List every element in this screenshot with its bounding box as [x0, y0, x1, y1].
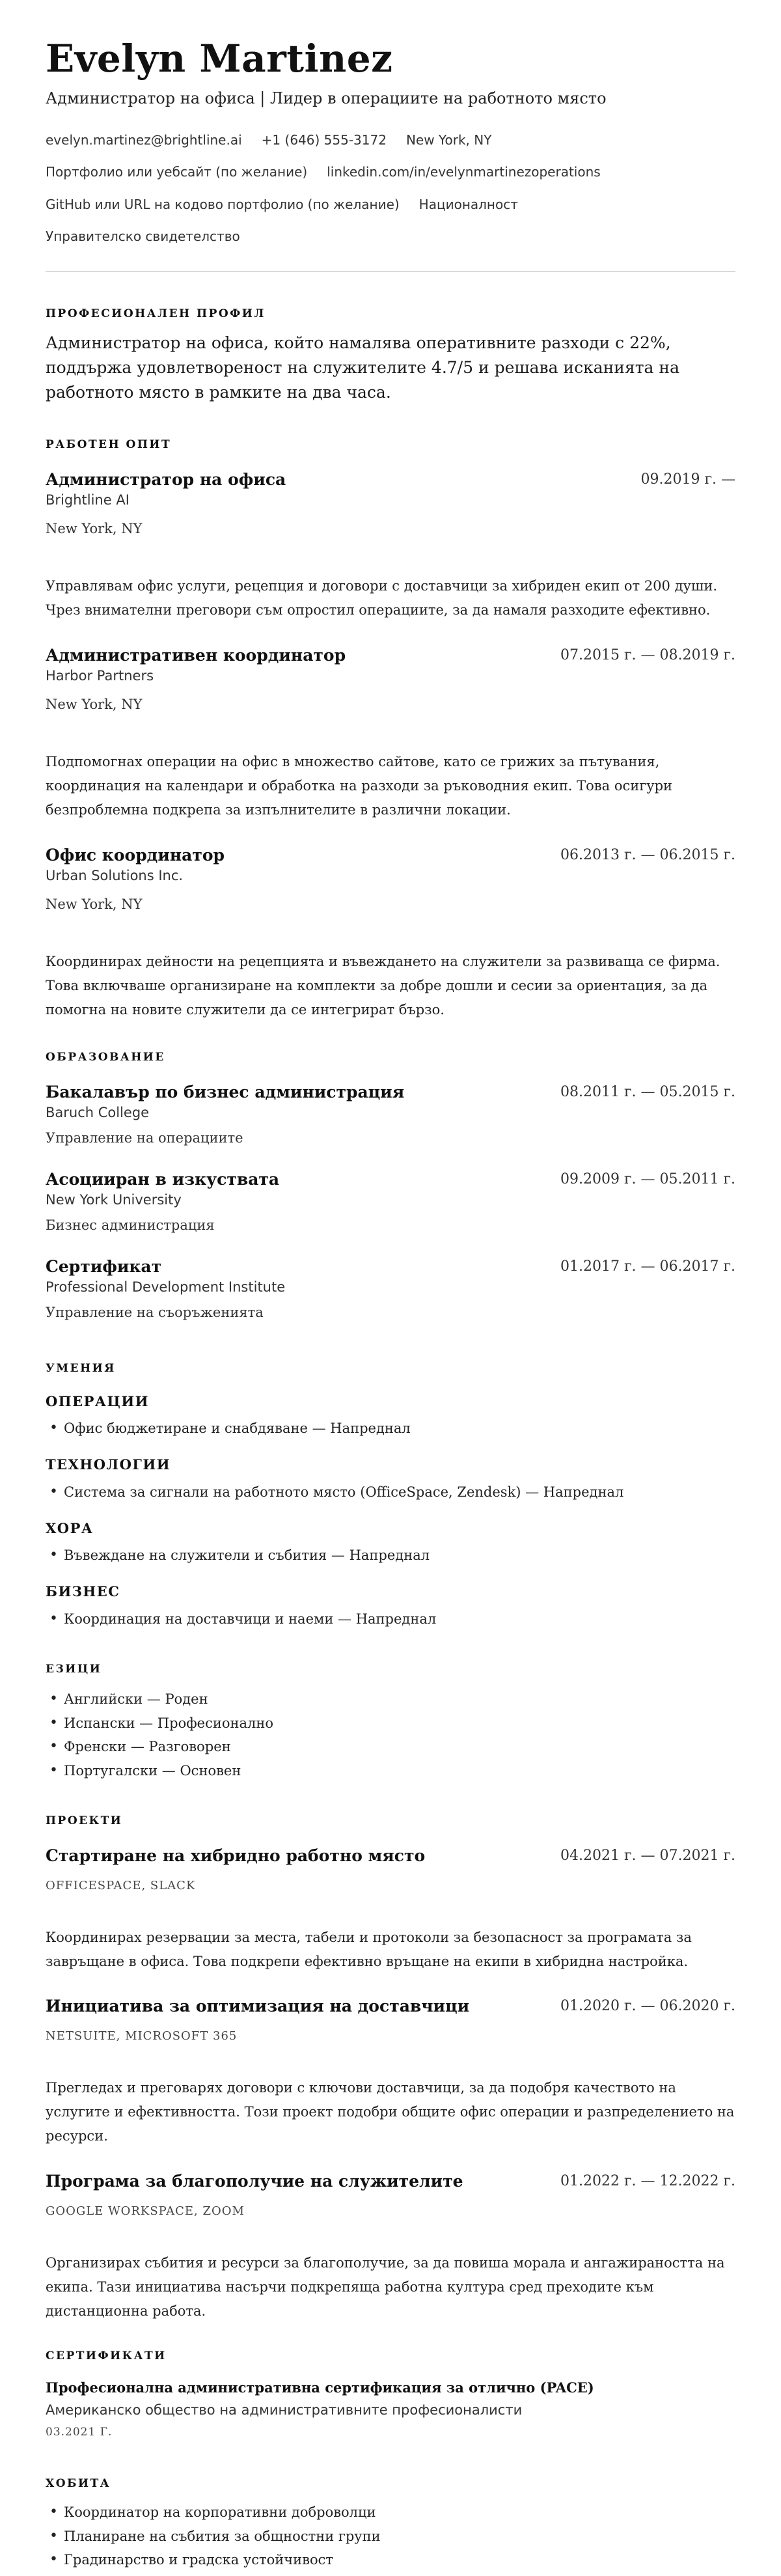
job-location: New York, NY: [46, 896, 143, 912]
project-title: Програма за благополучие на служителите: [46, 2172, 463, 2191]
phone-number[interactable]: +1 (646) 555-3172: [261, 132, 387, 148]
job-title: Административен координатор: [46, 646, 346, 665]
languages-heading: ЕЗИЦИ: [46, 1663, 102, 1676]
portfolio-link[interactable]: Портфолио или уебсайт (по желание): [46, 164, 308, 180]
job-dates: 09.2019 г. —: [640, 471, 735, 488]
project-description: Прегледах и преговарях договори с ключови доставчици, за да подобря качеството на услугите и ефективността. Този проект подобри общите офис операции и разпределението на ресурси.: [46, 2080, 735, 2144]
github-link[interactable]: GitHub или URL на кодово портфолио (по желание): [46, 197, 400, 212]
profile-heading: ПРОФЕСИОНАЛЕН ПРОФИЛ: [46, 307, 266, 320]
project-description: Организирах събития и ресурси за благополучие, за да повиша морала и ангажираността на екипа. Тази инициатива насърчи подкрепяща работна култура сред преходите към дистанционна работа.: [46, 2255, 725, 2319]
skill-category: ХОРА: [46, 1520, 94, 1536]
project-tech: NETSUITE, MICROSOFT 365: [46, 2029, 238, 2043]
license: Управителско свидетелство: [46, 229, 240, 244]
school-name: Professional Development Institute: [46, 1279, 286, 1295]
language-item: • Френски — Разговорен: [46, 1739, 231, 1754]
field-of-study: Управление на операциите: [46, 1130, 243, 1146]
job-description: Подпомогнах операции на офис в множество сайтове, като се грижих за пътувания, координация на календари и обработка на разходи за ръководния екип. Това осигури безпроблемна подкрепа за изпълнителите в различни локации.: [46, 754, 673, 818]
hobby-item: • Координатор на корпоративни доброволци: [46, 2504, 376, 2520]
school-name: New York University: [46, 1192, 182, 1208]
language-item: • Португалски — Основен: [46, 1763, 241, 1779]
contact-row-links: [46, 164, 601, 180]
project-description: Координирах резервации за места, табели и протоколи за безопасност за програмата за завръщане в офиса. Това подкрепи ефективно връщане на екипи в хибридна настройка.: [46, 1930, 692, 1969]
hobby-item: • Градинарство и градска устойчивост: [46, 2552, 333, 2568]
skill-category: БИЗНЕС: [46, 1583, 120, 1600]
company-name: Urban Solutions Inc.: [46, 868, 184, 883]
projects-heading: ПРОЕКТИ: [46, 1814, 123, 1827]
certifications-heading: СЕРТИФИКАТИ: [46, 2349, 167, 2362]
hobby-item: • Планиране на събития за общностни групи: [46, 2528, 381, 2544]
contact-row-license: [46, 229, 240, 244]
skill-item: • Координация на доставчици и наеми — Напреднал: [46, 1611, 436, 1627]
education-dates: 08.2011 г. — 05.2015 г.: [560, 1084, 735, 1100]
project-dates: 01.2020 г. — 06.2020 г.: [560, 1998, 735, 2014]
contact-row-primary: [46, 132, 491, 148]
email-link[interactable]: evelyn.martinez@brightline.ai: [46, 132, 242, 148]
job-title: Офис координатор: [46, 846, 225, 865]
project-dates: 04.2021 г. — 07.2021 г.: [560, 1848, 735, 1864]
job-dates: 07.2015 г. — 08.2019 г.: [560, 647, 735, 663]
experience-heading: РАБОТЕН ОПИТ: [46, 438, 172, 451]
certification-name: Професионална административна сертификация за отлично (PACE): [46, 2379, 594, 2396]
language-item: • Английски — Роден: [46, 1691, 208, 1707]
candidate-name: Evelyn Martinez: [46, 36, 393, 81]
field-of-study: Бизнес администрация: [46, 1217, 215, 1233]
language-item: • Испански — Професионално: [46, 1715, 273, 1731]
school-name: Baruch College: [46, 1105, 150, 1120]
job-dates: 06.2013 г. — 06.2015 г.: [560, 847, 735, 863]
company-name: Brightline AI: [46, 492, 130, 508]
job-description: Координирах дейности на рецепцията и въвеждането на служители за развиваща се фирма. Това включваше организиране на комплекти за добре дошли и сесии за ориентация, за да помогна на новите служители да се интегрират бързо.: [46, 954, 720, 1018]
project-title: Инициатива за оптимизация на доставчици: [46, 1997, 470, 2015]
degree-title: Асоцииран в изкуствата: [46, 1170, 280, 1189]
skill-category: ОПЕРАЦИИ: [46, 1393, 149, 1409]
project-tech: GOOGLE WORKSPACE, ZOOM: [46, 2204, 245, 2218]
contact-row-extra: [46, 197, 518, 212]
hobbies-heading: ХОБИТА: [46, 2477, 111, 2490]
project-dates: 01.2022 г. — 12.2022 г.: [560, 2173, 735, 2189]
skill-item: • Система за сигнали на работното място (OfficeSpace, Zendesk) — Напреднал: [46, 1484, 623, 1500]
profile-summary: Администратор на офиса, който намалява оперативните разходи с 22%, поддържа удовлетвореност на служителите 4.7/5 и решава исканията на работното място в рамките на два часа.: [46, 333, 679, 402]
project-title: Стартиране на хибридно работно място: [46, 1846, 426, 1865]
headline: Администратор на офиса | Лидер в операциите на работното място: [46, 89, 607, 107]
education-dates: 09.2009 г. — 05.2011 г.: [560, 1171, 735, 1187]
certification-issuer: Американско общество на административните професионалисти: [46, 2402, 523, 2418]
education-heading: ОБРАЗОВАНИЕ: [46, 1051, 165, 1064]
education-dates: 01.2017 г. — 06.2017 г.: [560, 1258, 735, 1275]
skill-item: • Офис бюджетиране и снабдяване — Напреднал: [46, 1420, 411, 1436]
company-name: Harbor Partners: [46, 668, 154, 684]
job-description: Управлявам офис услуги, рецепция и договори с доставчици за хибриден екип от 200 души. Чрез внимателни преговори съм опростил операциите, за да намаля разходите ефективно.: [46, 578, 718, 618]
job-title: Администратор на офиса: [46, 470, 286, 489]
degree-title: Бакалавър по бизнес администрация: [46, 1083, 405, 1101]
degree-title: Сертификат: [46, 1257, 162, 1276]
job-location: New York, NY: [46, 697, 143, 712]
header-divider: [46, 271, 735, 272]
skills-heading: УМЕНИЯ: [46, 1362, 116, 1375]
project-tech: OFFICESPACE, SLACK: [46, 1879, 196, 1892]
field-of-study: Управление на съоръженията: [46, 1305, 264, 1320]
skill-category: ТЕХНОЛОГИИ: [46, 1456, 171, 1473]
nationality: Националност: [418, 197, 518, 212]
skill-item: • Въвеждане на служители и събития — Напреднал: [46, 1547, 430, 1563]
location: New York, NY: [405, 132, 492, 148]
certification-date: 03.2021 Г.: [46, 2426, 113, 2439]
job-location: New York, NY: [46, 521, 143, 536]
linkedin-link[interactable]: linkedin.com/in/evelynmartinezoperations: [327, 164, 601, 180]
